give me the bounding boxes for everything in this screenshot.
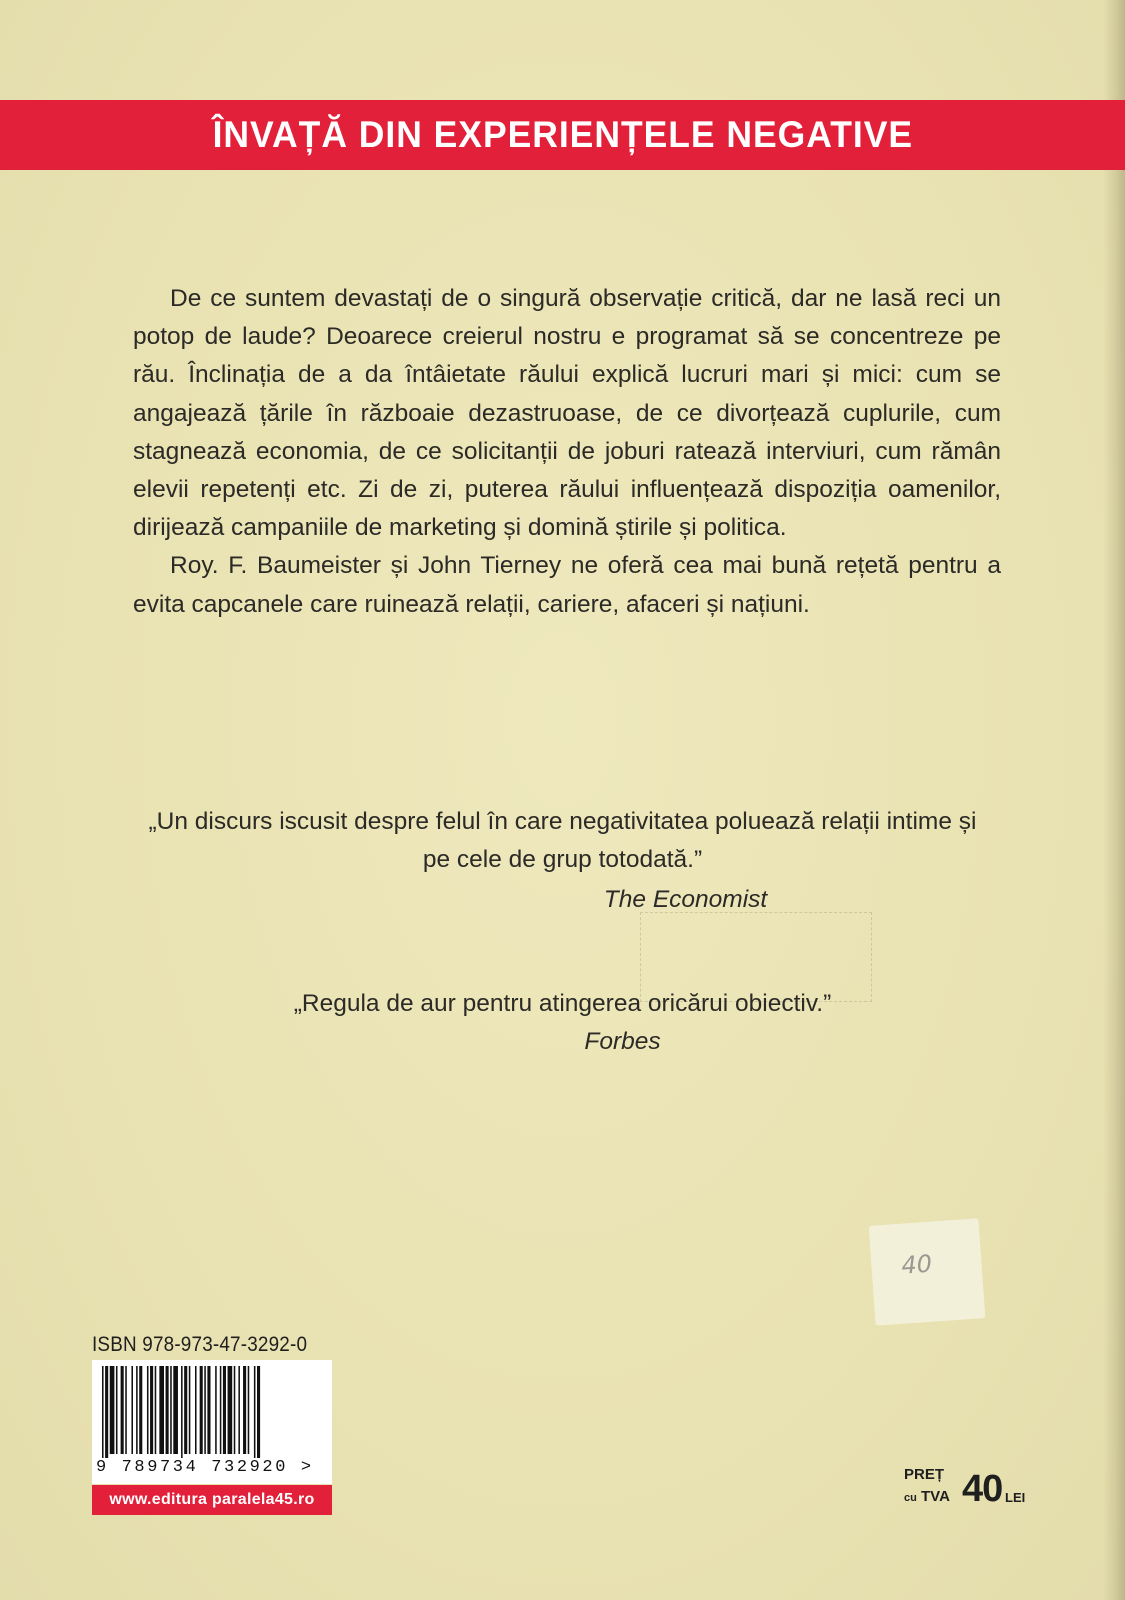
price-sticker (869, 1218, 986, 1325)
barcode-bar (150, 1366, 153, 1454)
publisher-website-bar[interactable] (92, 1485, 332, 1515)
barcode-bar (131, 1366, 133, 1454)
barcode-bar (173, 1366, 178, 1454)
barcode-bar (105, 1366, 108, 1458)
barcode-bar (189, 1366, 191, 1454)
barcode (92, 1360, 332, 1484)
barcode-bar (181, 1366, 183, 1458)
banner-title: ÎNVAȚĂ DIN EXPERIENȚELE NEGATIVE (212, 114, 913, 155)
quote-source: The Economist (603, 886, 768, 913)
price-vat-label (904, 1488, 950, 1505)
blurb-paragraph: Roy. F. Baumeister și John Tierney ne oferă cea mai bună rețetă pentru a evita capcanele care ruinează relații, cariere, afaceri și națiuni. (133, 552, 1001, 618)
barcode-bar (204, 1366, 206, 1454)
barcode-bar (234, 1366, 236, 1454)
sticker-handwriting: 40 (900, 1249, 933, 1280)
barcode-bar (238, 1366, 240, 1454)
barcode-bar (184, 1366, 187, 1454)
barcode-bar (159, 1366, 164, 1454)
barcode-bar (223, 1366, 226, 1454)
quote-text: „Un discurs iscusit despre felul în care negativitatea poluează relații intime și pe cele de grup totodată.” (148, 808, 977, 873)
barcode-bar (147, 1366, 149, 1454)
barcode-bar (228, 1366, 233, 1454)
barcode-bar (155, 1366, 157, 1454)
price-block (904, 1464, 1034, 1518)
barcode-bar (110, 1366, 115, 1454)
barcode-bar (166, 1366, 169, 1454)
barcode-bar (254, 1366, 256, 1458)
quote-source: Forbes (584, 1028, 661, 1055)
barcode-bar (170, 1366, 172, 1454)
blurb-paragraph: De ce suntem devastați de o singură observație critică, dar ne lasă reci un potop de laude? Deoarece creierul nostru e programat să se concentreze pe rău. Înclinația de a da întâietate răului explică lucruri mari și mici: cum se angajează țările în războaie dezastruoase, de ce divorțează cuplurile, cum stagnează economia, de ce solicitanții de joburi ratează interviuri, cum rămân elevii repetenți etc. Zi de zi, puterea răului influențează dispoziția oamenilor, dirijează campaniile de marketing și domină știrile și politica. (133, 285, 1001, 542)
barcode-bar (125, 1366, 127, 1454)
barcode-bar (195, 1366, 197, 1454)
publisher-website[interactable]: www.editura paralela45.ro (109, 1491, 315, 1508)
barcode-bar (220, 1366, 222, 1454)
review-quote (0, 985, 1125, 1061)
price-value: 40 (962, 1468, 1003, 1510)
barcode-bar (257, 1366, 260, 1458)
quote-text: „Regula de aur pentru atingerea oricărui obiectiv.” (293, 990, 832, 1017)
barcode-bar (248, 1366, 250, 1454)
barcode-bar (200, 1366, 203, 1454)
barcode-bar (136, 1366, 138, 1454)
barcode-bar (139, 1366, 142, 1454)
title-banner (0, 100, 1125, 170)
isbn-label: ISBN 978-973-47-3292-0 (92, 1333, 308, 1356)
barcode-bar (116, 1366, 118, 1454)
barcode-bar (215, 1366, 217, 1454)
price-vat-prefix: cu (904, 1492, 917, 1504)
barcode-bars (92, 1360, 332, 1458)
cover-edge-shadow (1103, 0, 1125, 1600)
blurb-text (133, 280, 1001, 624)
price-vat-text: TVA (921, 1488, 950, 1505)
review-quote (0, 803, 1125, 919)
barcode-bar (121, 1366, 124, 1454)
barcode-bar (102, 1366, 104, 1458)
barcode-digits: 9 789734 732920 > (96, 1458, 314, 1477)
price-label: PREȚ (904, 1466, 945, 1483)
barcode-bar (207, 1366, 210, 1454)
barcode-bar (243, 1366, 246, 1454)
price-unit: LEI (1005, 1490, 1026, 1505)
